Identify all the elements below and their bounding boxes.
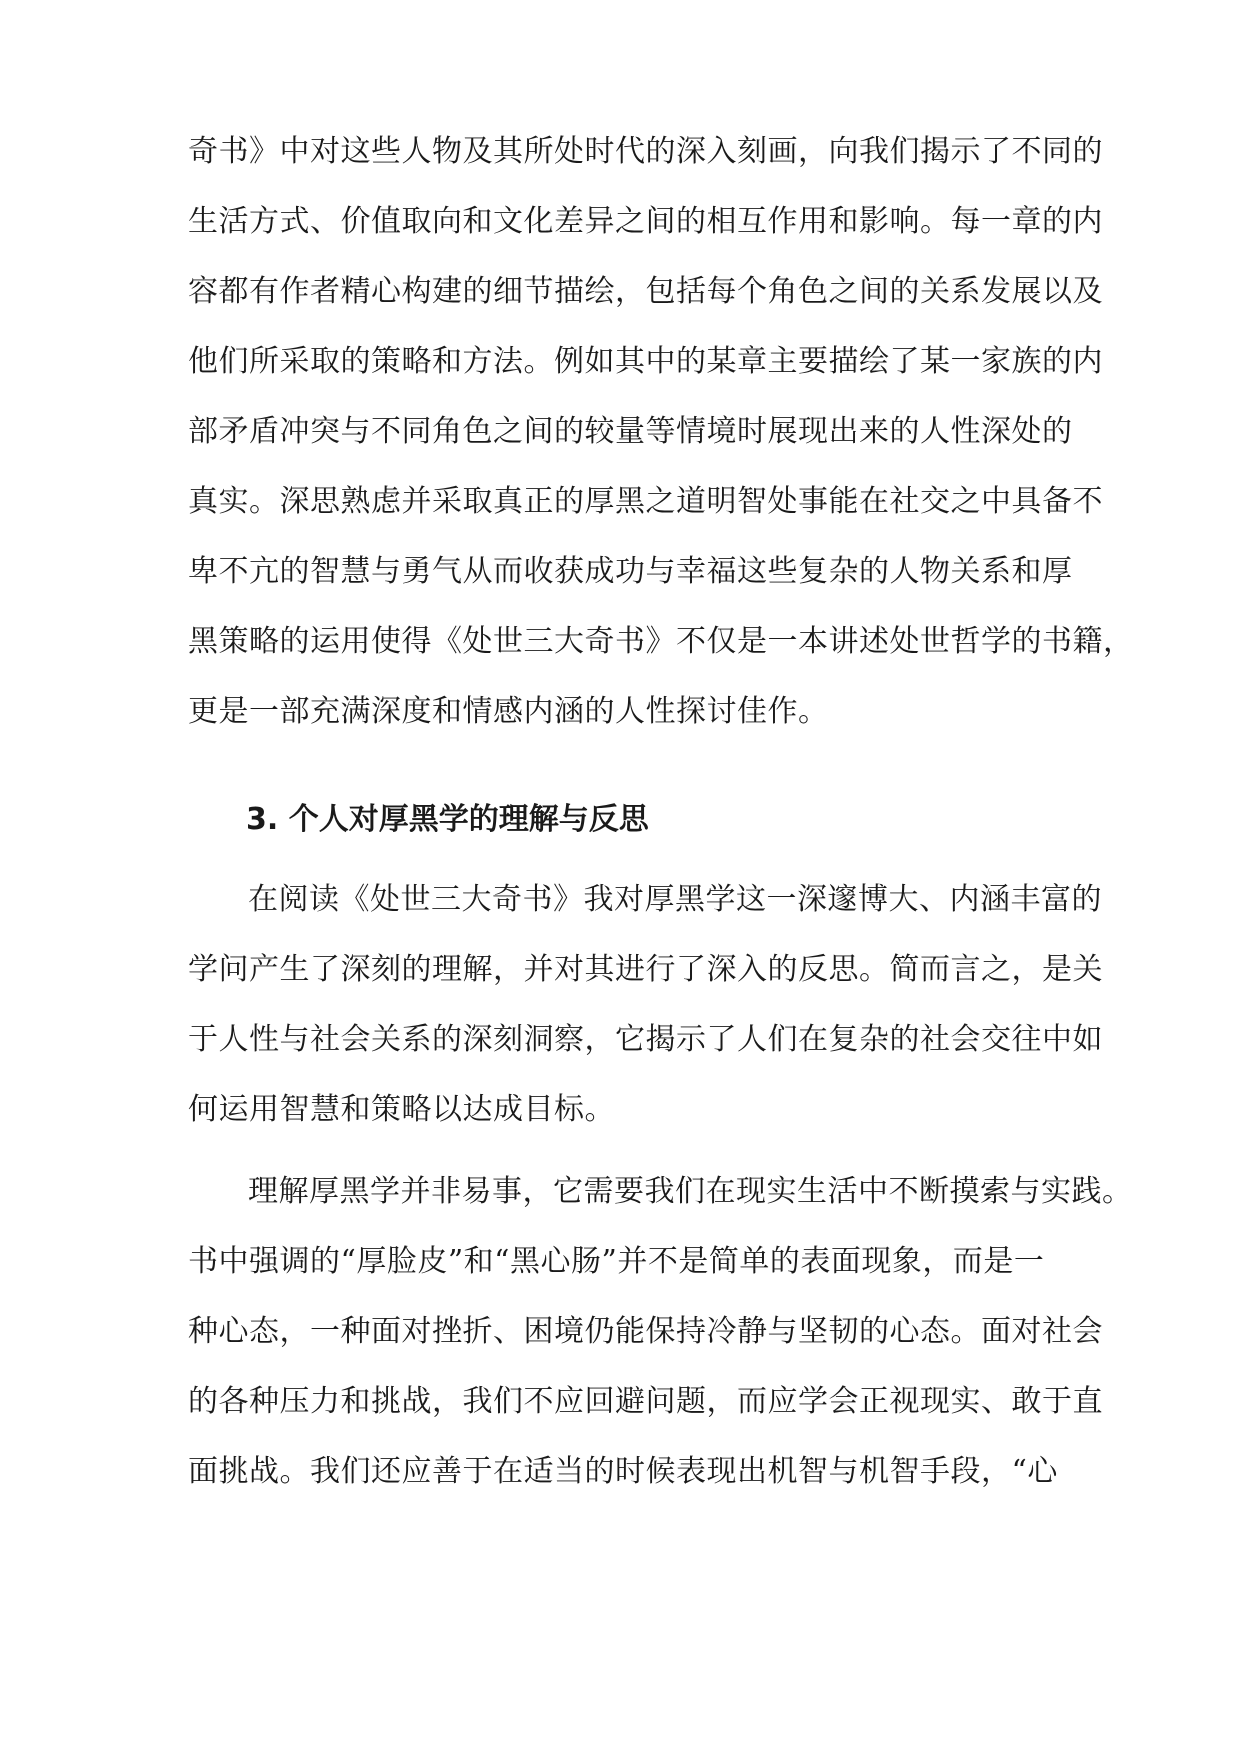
paragraph-3-line-2: 书中强调的“厚脸皮”和“黑心肠”并不是简单的表面现象，而是一 — [188, 1244, 1045, 1279]
paragraph-2-line-2: 学问产生了深刻的理解，并对其进行了深入的反思。简而言之，是关 — [188, 952, 1103, 987]
paragraph-2-line-3: 于人性与社会关系的深刻洞察，它揭示了人们在复杂的社会交往中如 — [188, 1022, 1103, 1057]
paragraph-1-line-7: 卑不亢的智慧与勇气从而收获成功与幸福这些复杂的人物关系和厚 — [188, 554, 1073, 589]
section-heading: 3. 个人对厚黑学的理解与反思 — [246, 802, 649, 837]
paragraph-1-line-4: 他们所采取的策略和方法。例如其中的某章主要描绘了某一家族的内 — [188, 344, 1103, 379]
paragraph-1-line-1: 奇书》中对这些人物及其所处时代的深入刻画，向我们揭示了不同的 — [188, 134, 1103, 169]
paragraph-3-line-4: 的各种压力和挑战，我们不应回避问题，而应学会正视现实、敢于直 — [188, 1384, 1103, 1419]
paragraph-1-line-8: 黑策略的运用使得《处世三大奇书》不仅是一本讲述处世哲学的书籍， — [188, 624, 1134, 659]
paragraph-1-line-9: 更是一部充满深度和情感内涵的人性探讨佳作。 — [188, 694, 829, 729]
paragraph-3-line-5: 面挑战。我们还应善于在适当的时候表现出机智与机智手段，“心 — [188, 1454, 1058, 1489]
paragraph-3-line-3: 种心态，一种面对挫折、困境仍能保持冷静与坚韧的心态。面对社会 — [188, 1314, 1103, 1349]
paragraph-1-line-2: 生活方式、价值取向和文化差异之间的相互作用和影响。每一章的内 — [188, 204, 1103, 239]
paragraph-1-line-6: 真实。深思熟虑并采取真正的厚黑之道明智处事能在社交之中具备不 — [188, 484, 1103, 519]
paragraph-2-line-1: 在阅读《处世三大奇书》我对厚黑学这一深邃博大、内涵丰富的 — [248, 882, 1102, 917]
paragraph-1-line-3: 容都有作者精心构建的细节描绘，包括每个角色之间的关系发展以及 — [188, 274, 1103, 309]
paragraph-2-line-4: 何运用智慧和策略以达成目标。 — [188, 1092, 615, 1127]
paragraph-1-line-5: 部矛盾冲突与不同角色之间的较量等情境时展现出来的人性深处的 — [188, 414, 1073, 449]
paragraph-3-line-1: 理解厚黑学并非易事，它需要我们在现实生活中不断摸索与实践。 — [248, 1174, 1133, 1209]
